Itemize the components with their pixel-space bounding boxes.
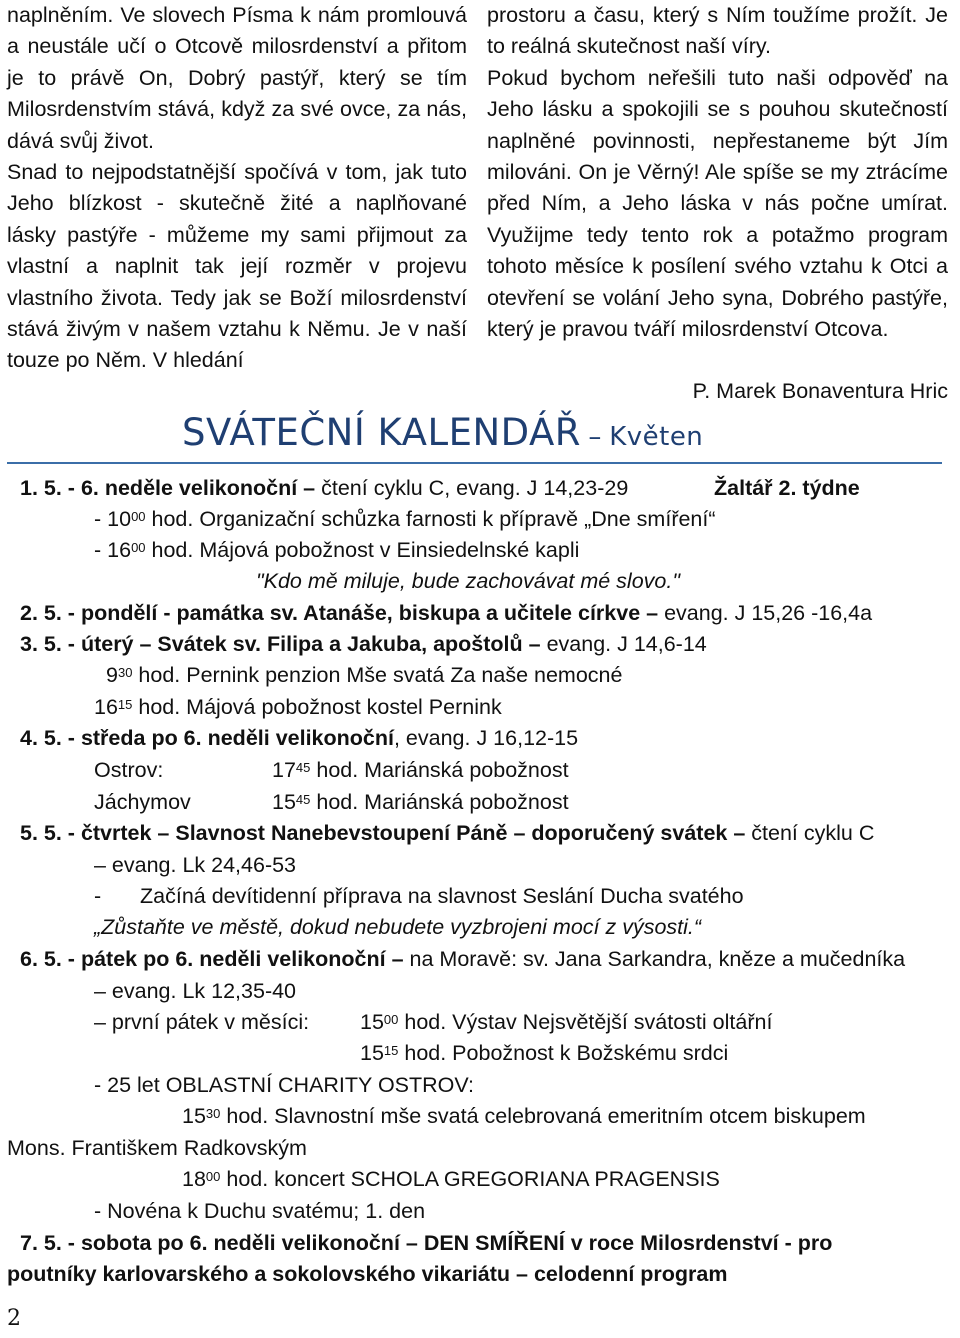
calendar-title-main: SVÁTEČNÍ KALENDÁŘ bbox=[182, 411, 581, 454]
calendar-line: $15^{15}$ hod. Pobožnost k Božskému srdci bbox=[360, 1041, 729, 1065]
paragraph: Snad to nejpodstatnější spočívá v tom, jak tuto Jeho blízkost - skutečně žité a naplňované lásky pastýře - můžeme my sami přijmout za vlastní a naplnit tak její rozměr v projevu vlastního života. Tedy jak se Boží milosrdenství stává živým v našem vztahu k Němu. Je v naší touze po Něm. V hledání bbox=[7, 160, 467, 373]
calendar-title-month: Květen bbox=[609, 422, 704, 452]
calendar-line: 2. 5. - pondělí - památka sv. Atanáše, biskupa a učitele církve – evang. J 15,26 -16,4a bbox=[20, 601, 873, 625]
calendar-line: $18^{00}$ hod. koncert SCHOLA GREGORIANA PRAGENSIS bbox=[182, 1167, 720, 1191]
calendar-line: - Novéna k Duchu svatému; 1. den bbox=[94, 1199, 426, 1223]
calendar-line: $15^{30}$ hod. Slavnostní mše svatá celebrovaná emeritním otcem biskupem bbox=[182, 1104, 866, 1128]
calendar-line: 6. 5. - pátek po 6. neděli velikonoční – na Moravě: sv. Jana Sarkandra, kněze a mučedníka bbox=[20, 947, 906, 971]
paragraph: naplněním. Ve slovech Písma k nám promlouvá a neustále učí o Otcově milosrdenství a přitom je to právě On, Dobrý pastýř, který se tím Milosrdenstvím stává, když za své ovce, za nás, dává svůj život. bbox=[7, 3, 467, 153]
calendar-line: Mons. Františkem Radkovským bbox=[7, 1136, 307, 1160]
calendar-line: $16^{15}$ hod. Májová pobožnost kostel Pernink bbox=[94, 695, 502, 719]
calendar-line: poutníky karlovarského a sokolovského vikariátu – celodenní program bbox=[7, 1262, 728, 1286]
calendar-line: 7. 5. - sobota po 6. neděli velikonoční – DEN SMÍŘENÍ v roce Milosrdenství - pro bbox=[20, 1231, 833, 1255]
calendar-bullet: - bbox=[94, 884, 102, 908]
calendar-quote: "Kdo mě miluje, bude zachovávat mé slovo." bbox=[256, 569, 680, 593]
calendar-line: – evang. Lk 12,35-40 bbox=[94, 979, 297, 1003]
calendar-title-dash: – bbox=[588, 422, 602, 452]
calendar-line: - 25 let OBLASTNÍ CHARITY OSTROV: bbox=[94, 1073, 474, 1097]
calendar-line: $15^{45}$ hod. Mariánská pobožnost bbox=[272, 790, 569, 814]
calendar-line: 1. 5. - 6. neděle velikonoční – čtení cyklu C, evang. J 14,23-29 bbox=[20, 476, 629, 500]
calendar-line: 5. 5. - čtvrtek – Slavnost Nanebevstoupení Páně – doporučený svátek – čtení cyklu C bbox=[20, 821, 875, 845]
title-divider bbox=[7, 462, 942, 464]
author-signature: P. Marek Bonaventura Hric bbox=[692, 379, 948, 403]
calendar-quote: „Zůstaňte ve městě, dokud nebudete vyzbrojeni mocí z výsosti.“ bbox=[94, 915, 702, 939]
article-column-right bbox=[487, 0, 948, 345]
calendar-line: – první pátek v měsíci: bbox=[94, 1010, 310, 1034]
calendar-line: 4. 5. - středa po 6. neděli velikonoční, evang. J 16,12-15 bbox=[20, 726, 579, 750]
calendar-place: Jáchymov bbox=[94, 790, 191, 814]
page-number: 2 bbox=[7, 1306, 21, 1331]
calendar-line: - $16^{00}$ hod. Májová pobožnost v Einsiedelnské kapli bbox=[94, 538, 580, 562]
psalter-week: Žaltář 2. týdne bbox=[714, 476, 860, 500]
article-column-left bbox=[7, 0, 467, 377]
calendar-title bbox=[182, 411, 703, 454]
calendar-place: Ostrov: bbox=[94, 758, 164, 782]
calendar-line: - $10^{00}$ hod. Organizační schůzka farnosti k přípravě „Dne smíření“ bbox=[94, 507, 716, 531]
calendar-line: $15^{00}$ hod. Výstav Nejsvětější svátosti oltářní bbox=[360, 1010, 773, 1034]
calendar-line: $17^{45}$ hod. Mariánská pobožnost bbox=[272, 758, 569, 782]
calendar-line: Začíná devítidenní příprava na slavnost Seslání Ducha svatého bbox=[140, 884, 744, 908]
paragraph: Pokud bychom neřešili tuto naši odpověď na Jeho lásku a spokojili se s pouhou skutečností naplněné povinnosti, nepřestaneme být Jím milováni. On je Věrný! Ale spíše se my ztrácíme před Ním, a Jeho láska v nás počne umírat. Využijme tedy tento rok a potažmo program tohoto měsíce k posílení svého vztahu k Otci a otevření se volání Jeho syna, Dobrého pastýře, který je pravou tváří milosrdenství Otcova. bbox=[487, 65, 948, 342]
paragraph: prostoru a času, který s Ním toužíme prožít. Je to reálná skutečnost naší víry. bbox=[487, 3, 948, 59]
calendar-line: – evang. Lk 24,46-53 bbox=[94, 853, 297, 877]
calendar-line: 3. 5. - úterý – Svátek sv. Filipa a Jakuba, apoštolů – evang. J 14,6-14 bbox=[20, 632, 707, 656]
calendar-line: $9^{30}$ hod. Pernink penzion Mše svatá Za naše nemocné bbox=[106, 663, 623, 687]
